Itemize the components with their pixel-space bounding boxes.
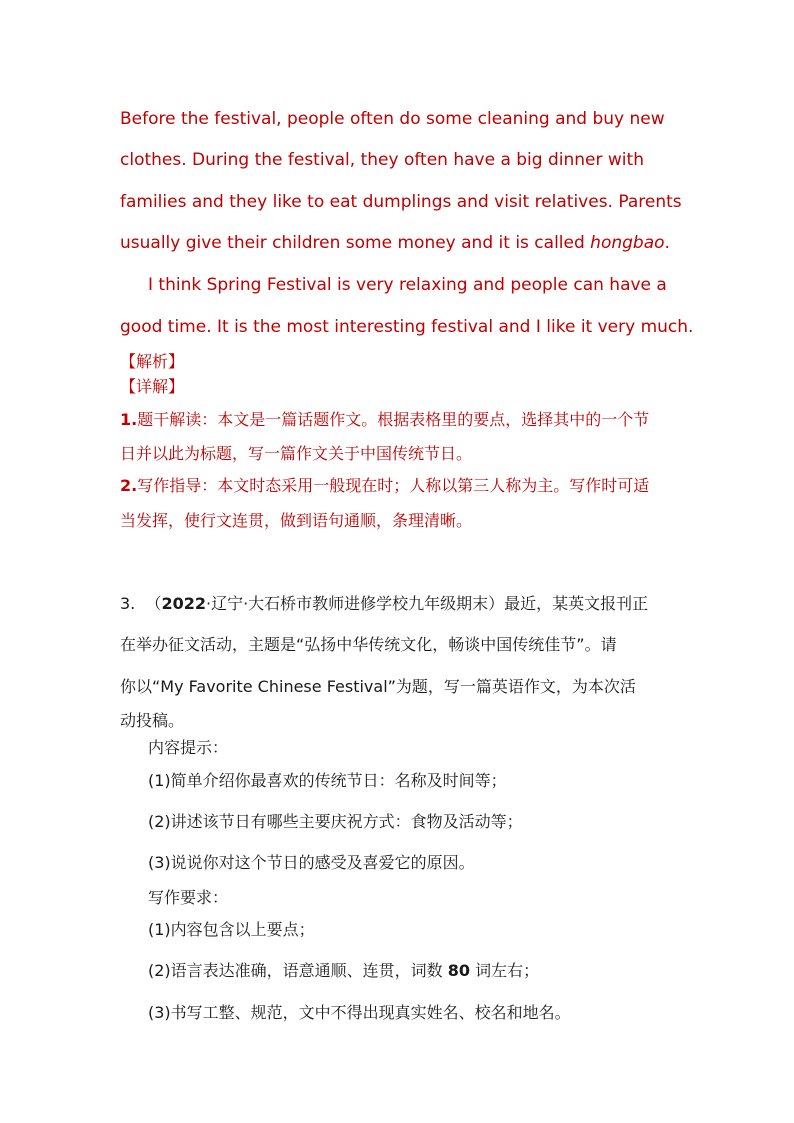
analysis-item-2-line-2: 当发挥，使行文连贯，做到语句通顺，条理清晰。 [120, 511, 473, 530]
tips-label: 内容提示： [148, 738, 229, 757]
essay-title: My Favorite Chinese Festival [160, 677, 388, 696]
requirement-2-b: 词左右； [470, 961, 540, 980]
answer-line-3: families and they like to eat dumplings and visit relatives. Parents [120, 192, 682, 212]
answer-line-4 [120, 232, 670, 254]
answer-line-2: clothes. During the festival, they often have a big dinner with [120, 150, 644, 170]
question-year: 2022 [161, 594, 206, 613]
question-3-line-2: 在举办征文活动，主题是“弘扬中华传统文化，畅谈中国传统佳节”。请 [120, 635, 617, 654]
xiangjie-heading: 【详解】 [120, 377, 185, 396]
answer-line-1: Before the festival, people often do some cleaning and buy new [120, 109, 665, 129]
tip-2: (2)讲述该节日有哪些主要庆祝方式：食物及活动等； [148, 812, 523, 831]
requirement-1: (1)内容包含以上要点； [148, 920, 315, 939]
tip-1: (1)简单介绍你最喜欢的传统节日：名称及时间等； [148, 771, 507, 790]
analysis-item-2-number: 2. [120, 476, 138, 495]
answer-line-4-dot: . [664, 233, 670, 253]
question-paren: （ [145, 594, 162, 613]
analysis-item-1-line-1 [120, 409, 649, 431]
question-3-line-3 [120, 676, 636, 698]
answer-para2-line-1: I think Spring Festival is very relaxing and people can have a [148, 275, 667, 295]
requirements-label: 写作要求： [148, 888, 229, 907]
analysis-item-1-number: 1. [120, 410, 138, 429]
tip-3: (3)说说你对这个节日的感受及喜爱它的原因。 [148, 853, 475, 872]
requirement-2-a: (2)语言表达准确，语意通顺、连贯，词数 [148, 961, 448, 980]
requirement-3: (3)书写工整、规范，文中不得出现真实姓名、校名和地名。 [148, 1003, 571, 1022]
word-count: 80 [447, 961, 471, 980]
analysis-item-2-line-1 [120, 475, 649, 497]
question-line3-b: ”为题，写一篇英语作文，为本次活 [387, 677, 636, 696]
jiexi-heading: 【解析】 [120, 352, 185, 371]
analysis-item-1-line-2: 日并以此为标题，写一篇作文关于中国传统节日。 [120, 444, 473, 463]
question-number: 3. [120, 594, 136, 613]
answer-line-4-text: usually give their children some money and it is called [120, 233, 591, 253]
answer-para2-line-2: good time. It is the most interesting festival and I like it very much. [120, 317, 694, 337]
question-source: ·辽宁·大石桥市教师进修学校九年级期末）最近，某英文报刊正 [205, 594, 649, 613]
question-line3-a: 你以“ [120, 677, 161, 696]
question-3-line-1 [120, 593, 648, 615]
question-3-line-4: 动投稿。 [120, 711, 185, 730]
hongbao-word: hongbao [590, 233, 665, 253]
analysis-item-2-text: 写作指导：本文时态采用一般现在时；人称以第三人称为主。写作时可适 [137, 476, 650, 495]
analysis-item-1-text: 题干解读：本文是一篇话题作文。根据表格里的要点，选择其中的一个节 [137, 410, 650, 429]
requirement-2 [148, 960, 539, 982]
